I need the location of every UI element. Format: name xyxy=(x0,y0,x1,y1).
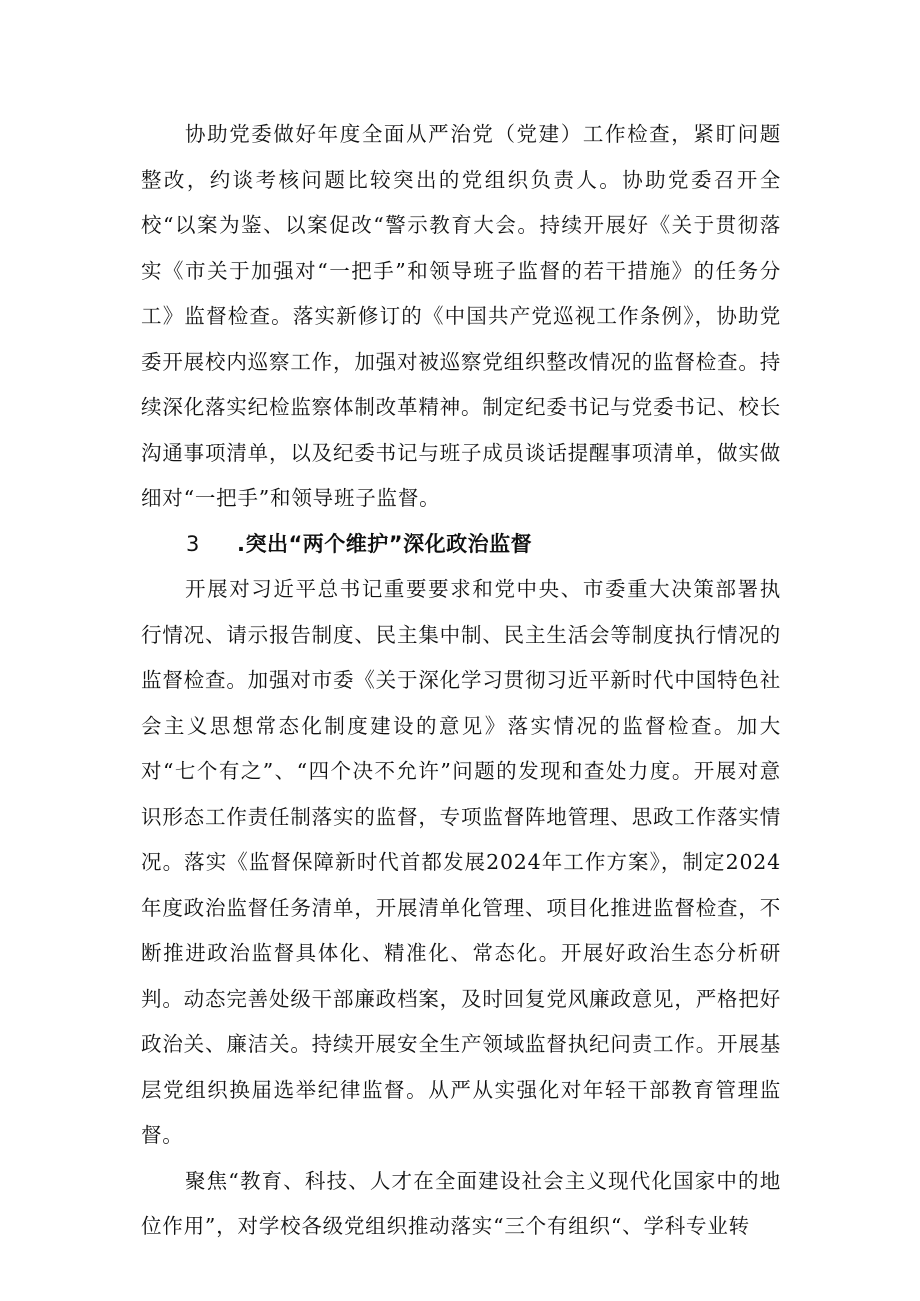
paragraph-education-focus: 聚焦“教育、科技、人才在全面建设社会主义现代化国家中的地位作用”，对学校各级党组织推动落实“三个有组织“、学科专业转 xyxy=(141,1168,781,1238)
section-heading xyxy=(141,522,781,568)
section-heading-text: .突出“两个维护”深化政治监督 xyxy=(237,531,533,556)
document-body xyxy=(141,112,781,1250)
paragraph-party-inspection: 协助党委做好年度全面从严治党（党建）工作检查，紧盯问题整改，约谈考核问题比较突出的党组织负责人。协助党委召开全校“以案为鉴、以案促改“警示教育大会。持续开展好《关于贯彻落实《市关于加强对“一把手”和领导班子监督的若干措施》的任务分工》监督检查。落实新修订的《中国共产党巡视工作条例》，协助党委开展校内巡察工作，加强对被巡察党组织整改情况的监督检查。持续深化落实纪检监察体制改革精神。制定纪委书记与党委书记、校长沟通事项清单，以及纪委书记与班子成员谈话提醒事项清单，做实做细对“一把手”和领导班子监督。 xyxy=(141,122,781,510)
paragraph-political-supervision: 开展对习近平总书记重要要求和党中央、市委重大决策部署执行情况、请示报告制度、民主集中制、民主生活会等制度执行情况的监督检查。加强对市委《关于深化学习贯彻习近平新时代中国特色社会主义思想常态化制度建设的意见》落实情况的监督检查。加大对“七个有之”、“四个决不允许”问题的发现和查处力度。开展对意识形态工作责任制落实的监督，专项监督阵地管理、思政工作落实情况。落实《监督保障新时代首都发展2024年工作方案》，制定2024年度政治监督任务清单，开展清单化管理、项目化推进监督检查，不断推进政治监督具体化、精准化、常态化。开展好政治生态分析研判。动态完善处级干部廉政档案，及时回复党风廉政意见，严格把好政治关、廉洁关。持续开展安全生产领域监督执纪问责工作。开展基层党组织换届选举纪律监督。从严从实强化对年轻干部教育管理监督。 xyxy=(141,577,781,1147)
section-heading-number: 3 xyxy=(186,531,200,556)
